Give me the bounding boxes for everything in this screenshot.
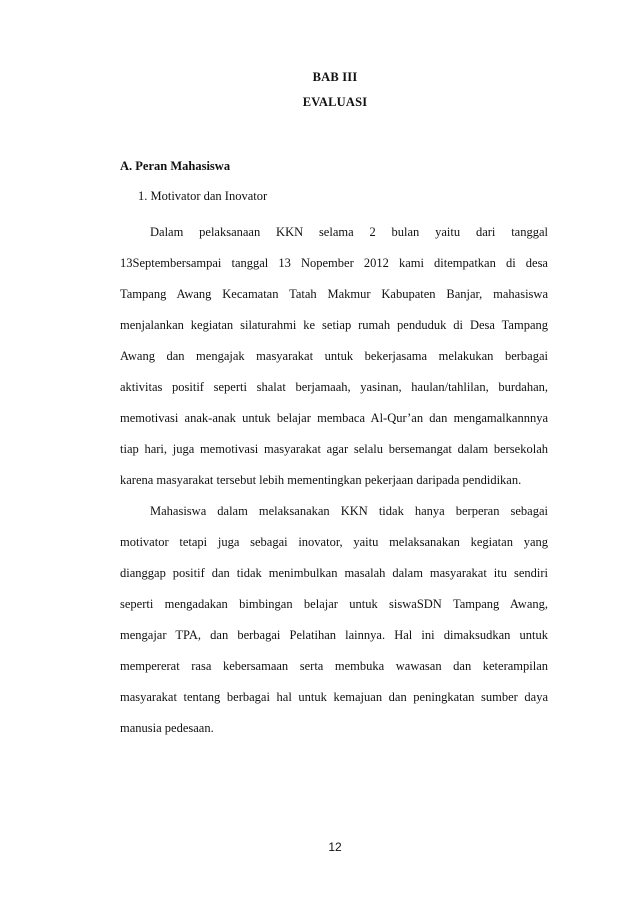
paragraph-line: mengajar TPA, dan berbagai Pelatihan lainnya. Hal ini dimaksudkan untuk [120, 628, 548, 642]
subsection-heading: 1. Motivator dan Inovator [138, 189, 268, 203]
paragraph-line: aktivitas positif seperti shalat berjamaah, yasinan, haulan/tahlilan, burdahan, [120, 380, 548, 394]
paragraph-line: mempererat rasa kebersamaan serta membuka wawasan dan keterampilan [120, 659, 548, 673]
paragraph-line: Tampang Awang Kecamatan Tatah Makmur Kabupaten Banjar, mahasiswa [120, 287, 548, 301]
chapter-number: BAB III [312, 70, 358, 84]
paragraph-line: karena masyarakat tersebut lebih mementingkan pekerjaan daripada pendidikan. [120, 473, 522, 487]
paragraph-line: 13Septembersampai tanggal 13 Nopember 2012 kami ditempatkan di desa [120, 256, 548, 270]
paragraph-line: Dalam pelaksanaan KKN selama 2 bulan yaitu dari tanggal [150, 225, 548, 239]
paragraph-line: Awang dan mengajak masyarakat untuk bekerjasama melakukan berbagai [120, 349, 548, 363]
paragraph-line: dianggap positif dan tidak menimbulkan masalah dalam masyarakat itu sendiri [120, 566, 548, 580]
chapter-title: EVALUASI [302, 95, 368, 109]
section-heading: A. Peran Mahasiswa [120, 159, 231, 173]
paragraph-line: masyarakat tentang berbagai hal untuk kemajuan dan peningkatan sumber daya [120, 690, 548, 704]
paragraph-line: motivator tetapi juga sebagai inovator, yaitu melaksanakan kegiatan yang [120, 535, 548, 549]
page-number: 12 [328, 840, 342, 854]
paragraph-line: tiap hari, juga memotivasi masyarakat agar selalu bersemangat dalam bersekolah [120, 442, 548, 456]
paragraph-line: memotivasi anak-anak untuk belajar membaca Al-Qur’an dan mengamalkannnya [120, 411, 548, 425]
paragraph-line: manusia pedesaan. [120, 721, 214, 735]
paragraph-line: Mahasiswa dalam melaksanakan KKN tidak hanya berperan sebagai [150, 504, 548, 518]
paragraph-line: menjalankan kegiatan silaturahmi ke setiap rumah penduduk di Desa Tampang [120, 318, 548, 332]
paragraph-line: seperti mengadakan bimbingan belajar untuk siswaSDN Tampang Awang, [120, 597, 548, 611]
